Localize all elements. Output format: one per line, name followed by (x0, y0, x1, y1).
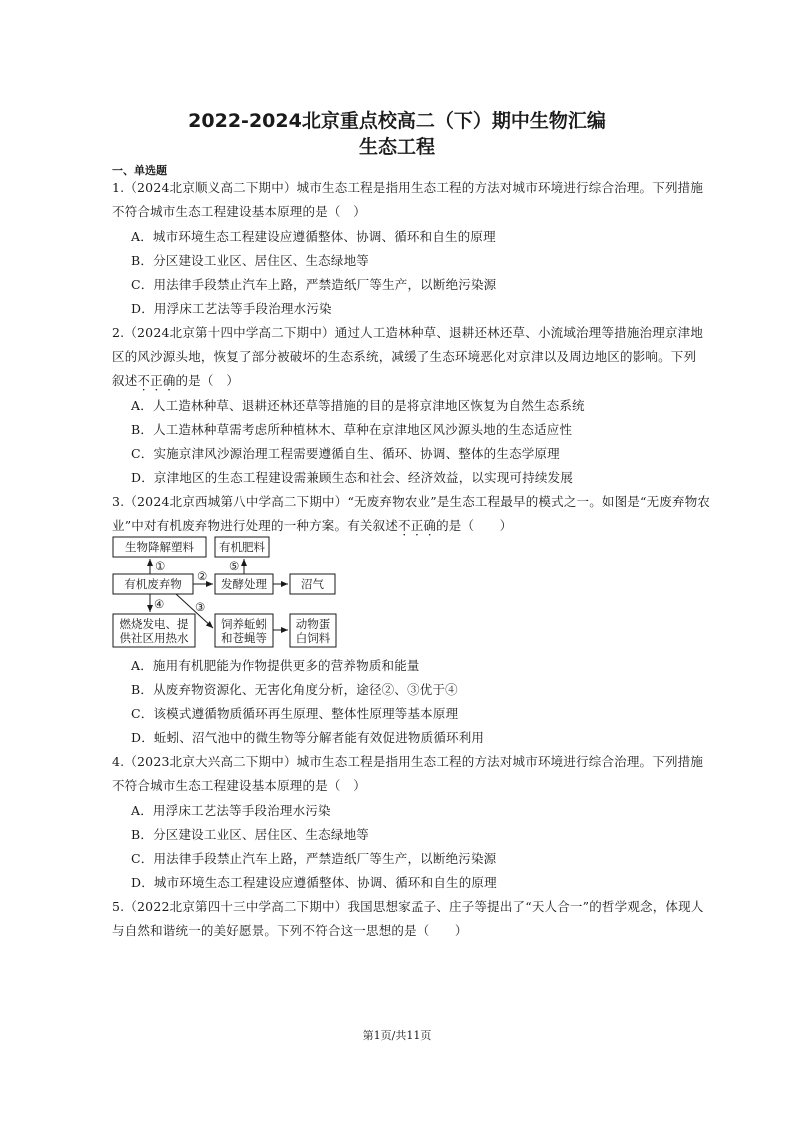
page-number: 第1页/共11页 (362, 1029, 432, 1042)
question-4-stem-line2: 不符合城市生态工程建设基本原理的是（ ） (112, 778, 367, 793)
emphasis-char: 确 (162, 373, 176, 388)
question-2-stem-line3: 叙述不正确的是（ ） (112, 373, 240, 388)
question-1-option-c: C．用法律手段禁止汽车上路，严禁造纸厂等生产，以断绝污染源 (131, 277, 497, 292)
label-fermentation: 发酵处理 (221, 577, 267, 591)
question-1-option-d: D．用浮床工艺法等手段治理水污染 (131, 301, 332, 316)
question-4-option-d: D．城市环境生态工程建设应遵循整体、协调、循环和自生的原理 (131, 875, 497, 890)
emphasis-char: 正 (410, 518, 424, 533)
label-organic-fertilizer: 有机肥料 (219, 540, 265, 554)
label-biogas: 沼气 (301, 577, 324, 591)
question-2-option-b: B．人工造林种草需考虑所种植林木、草种在京津地区风沙源头地的生态适应性 (131, 422, 573, 437)
question-2-option-a: A．人工造林种草、退耕还林还草等措施的目的是将京津地区恢复为自然生态系统 (131, 398, 585, 413)
question-3-stem-line2: 业”中对有机废弃物进行处理的一种方案。有关叙述不正确的是（ ） (112, 518, 513, 533)
question-3-option-d: D．蚯蚓、沼气池中的微生物等分解者能有效促进物质循环利用 (131, 730, 485, 745)
label-bioplastic: 生物降解塑料 (125, 540, 194, 554)
question-4-option-a: A．用浮床工艺法等手段治理水污染 (131, 803, 331, 818)
emphasis-char: 不 (137, 373, 151, 388)
label-feed-2: 和苍蝇等 (221, 631, 267, 645)
question-5-stem-line2: 与自然和谐统一的美好愿景。下列不符合这一思想的是（ ） (112, 923, 468, 938)
question-4-stem-line1: 4.（2023北京大兴高二下期中）城市生态工程是指用生态工程的方法对城市环境进行综合治理。下列措施 (112, 754, 704, 769)
question-2-stem-line2: 区的风沙源头地，恢复了部分被破坏的生态系统，减缓了生态环境恶化对京津以及周边地区的影响。下列 (112, 349, 697, 364)
question-3-option-b: B．从废弃物资源化、无害化角度分析，途径②、③优于④ (131, 682, 458, 697)
route-label-2: ② (197, 569, 208, 583)
question-1-option-b: B．分区建设工业区、居住区、生态绿地等 (131, 253, 369, 268)
question-2-option-c: C．实施京津风沙源治理工程需要遵循自生、循环、协调、整体的生态学原理 (131, 446, 560, 461)
route-label-1: ① (155, 559, 166, 573)
label-feed-1: 饲养蚯蚓 (221, 617, 267, 631)
question-3-stem-line1: 3.（2024北京西城第八中学高二下期中）“无废弃物农业”是生态工程最早的模式之一。如图是“无废弃物农 (112, 494, 711, 509)
question-4-option-c: C．用法律手段禁止汽车上路，严禁造纸厂等生产，以断绝污染源 (131, 851, 497, 866)
question-1-stem-line1: 1.（2024北京顺义高二下期中）城市生态工程是指用生态工程的方法对城市环境进行综合治理。下列措施 (112, 180, 704, 195)
route-label-3: ③ (195, 600, 206, 614)
question-1-option-a: A．城市环境生态工程建设应遵循整体、协调、循环和自生的原理 (131, 229, 496, 244)
question-1-stem-line2: 不符合城市生态工程建设基本原理的是（ ） (112, 204, 367, 219)
page-title: 2022-2024北京重点校高二（下）期中生物汇编 (188, 110, 606, 132)
question-2-option-d: D．京津地区的生态工程建设需兼顾生态和社会、经济效益，以实现可持续发展 (131, 470, 574, 485)
question-3-option-c: C．该模式遵循物质循环再生原理、整体性原理等基本原理 (131, 706, 459, 721)
question-4-option-b: B．分区建设工业区、居住区、生态绿地等 (131, 827, 369, 842)
label-protein-1: 动物蛋 (295, 617, 331, 631)
question-3-option-a: A．施用有机肥能为作物提供更多的营养物质和能量 (131, 658, 420, 673)
label-organic-waste: 有机废弃物 (124, 577, 182, 591)
label-burn-1: 燃烧发电、提 (119, 617, 189, 631)
emphasis-char: 正 (150, 373, 163, 388)
emphasis-char: 确 (423, 518, 437, 533)
emphasis-char: 不 (398, 518, 411, 533)
label-burn-2: 供社区用热水 (119, 631, 189, 645)
page-subtitle: 生态工程 (358, 136, 435, 158)
question-2-stem-line1: 2.（2024北京第十四中学高二下期中）通过人工造林种草、退耕还林还草、小流域治理等措施治理京津地 (112, 325, 704, 340)
question-5-stem-line1: 5.（2022北京第四十三中学高二下期中）我国思想家孟子、庄子等提出了“天人合一”的哲学观念，体现人 (112, 899, 704, 914)
label-protein-2: 白饲料 (295, 631, 331, 645)
section-heading: 一、单选题 (112, 164, 167, 177)
route-label-5: ⑤ (229, 559, 240, 573)
route-label-4: ④ (154, 597, 165, 611)
